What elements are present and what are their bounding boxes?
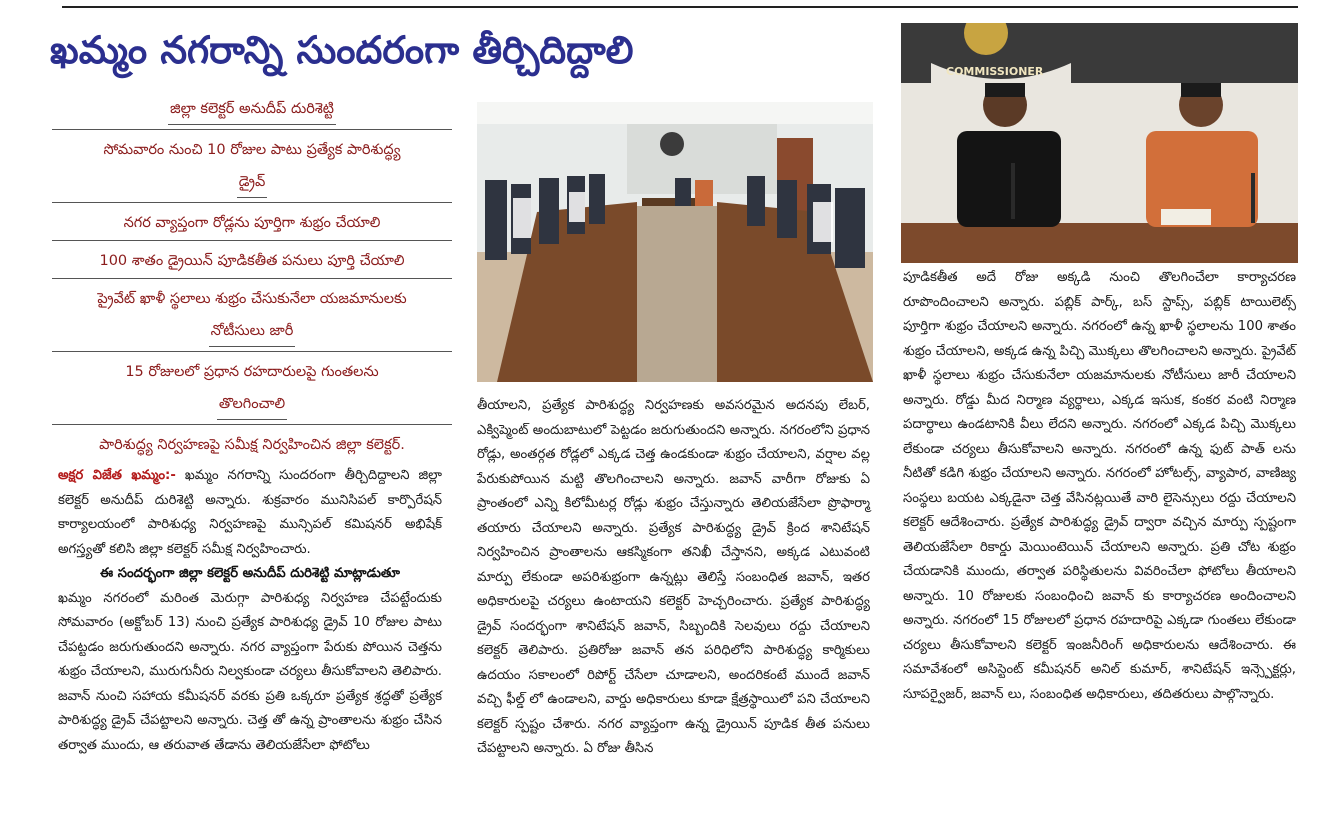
- top-rule: [62, 6, 1298, 8]
- subhead-5a: ప్రైవేట్ ఖాళీ స్థలాలు శుభ్రం చేసుకునేలా యజమానులకు: [97, 291, 407, 307]
- subhead-2a: సోమవారం నుంచి 10 రోజుల పాటు ప్రత్యేక పారిశుద్ధ్య: [103, 142, 401, 158]
- officials-photo: [901, 23, 1298, 263]
- subhead-2b-text: డ్రైవ్: [237, 169, 268, 198]
- article-column-3: [903, 266, 1296, 707]
- paragraph-4: పూడికతీత అదే రోజు అక్కడి నుంచి తొలగించేలా కార్యాచరణ రూపొందించాలని అన్నారు. పబ్లిక్ పార్క్, బస్ స్టాప్స్, పబ్లిక్ టాయిలెట్స్ పూర్తిగా శుభ్రం చేయాలని అన్నారు. నగరంలో ఉన్న ఖాళీ స్థలాలను 100 శాతం శుభ్రం చేయాలని, అక్కడ ఉన్న పిచ్చి మొక్కలు తొలగించాలని అన్నారు. ప్రైవేట్ ఖాళీ స్థలాలు శుభ్రం చేసుకునేలా యజమానులకు నోటీసులు జారీ చేయాలని అన్నారు. రోడ్డు మీద నిర్మాణ వ్యర్థాలు, ఎక్కడ ఇసుక, కంకర వంటి నిర్మాణ పదార్థాలు ఉండటానికి వీలు లేదని అన్నారు. నగరంలో ఎక్కడ పిచ్చి మొక్కలు లేకుండా చర్యలు తీసుకోవాలని అన్నారు. నగరంలో ఉన్న ఫుట్ పాత్ లను నీటితో కడిగి శుభ్రం చేయాలని అన్నారు. నగరంలో హోటల్స్, వ్యాపార, వాణిజ్య సంస్థలు బయట ఎక్కడైనా చెత్త వేసినట్లయితే వారి లైసెన్సులు రద్దు చేయాలని కలెక్టర్ ఆదేశించారు. ప్రత్యేక పారిశుద్ధ్య డ్రైవ్ ద్వారా వచ్చిన మార్పు స్పష్టంగా తెలియజేసేలా రికార్డు మెయింటెయిన్ చేయాలని అన్నారు. ప్రతి చోట శుభ్రం చేయడానికి ముందు, తర్వాత పరిస్థితులను వివరించేలా ఫోటోలు తీయాలని అన్నారు. 10 రోజులకు సంబంధించి జవాన్ కు కార్యాచరణ అందించాలని అన్నారు. నగరంలో 15 రోజులలో ప్రధాన రహదారిపై ఎక్కడా గుంతలు లేకుండా చర్యలు తీసుకోవాలని కలెక్టర్ ఇంజనీరింగ్ అధికారులను ఆదేశించారు. ఈ సమావేశంలో అసిస్టెంట్ కమీషనర్ అనిల్ కుమార్, శానిటేషన్ ఇన్స్పెక్టర్లు, సూపర్వైజర్, జవాన్ లు, సంబంధిత అధికారులు, తదితరులు పాల్గొన్నారు.: [903, 270, 1296, 702]
- subhead-5b: [52, 318, 452, 352]
- subhead-1-text: జిల్లా కలెక్టర్ అనుదీప్ దురిశెట్టి: [168, 96, 336, 125]
- headline: ఖమ్మం నగరాన్ని సుందరంగా తీర్చిదిద్దాలి: [50, 27, 634, 72]
- subhead-6a: 15 రోజులలో ప్రధాన రహదారులపై గుంతలను: [125, 364, 379, 380]
- paragraph-1: [58, 464, 442, 562]
- intertitle: ఈ సందర్భంగా జిల్లా కలెక్టర్ అనుదీప్ దురిశెట్టి మాట్లాడుతూ: [100, 566, 400, 581]
- paragraph-2: ఖమ్మం నగరంలో మరింత మెరుగ్గా పారిశుధ్య నిర్వహణ చేపట్టేందుకు సోమవారం (అక్టోబర్ 13) నుంచి ప్రత్యేక పారిశుధ్య డ్రైవ్ 10 రోజుల పాటు చేపట్టడం జరుగుతుందని అన్నారు. నగర వ్యాప్తంగా పేరుకు పోయిన చెత్తను శుభ్రం చేయాలని, మురుగునీరు నిల్వకుండా చర్యలు తీసుకోవాలని తెలిపారు. జవాన్ నుంచి సహాయ కమీషనర్ వరకు ప్రతి ఒక్కరూ ప్రత్యేక శ్రద్ధతో ప్రత్యేక పారిశుద్ధ్య డ్రైవ్ చేపట్టాలని అన్నారు. చెత్త తో ఉన్న ప్రాంతాలను శుభ్రం చేసిన తర్వాత ముందు, ఆ తరువాత తేడాను తెలియజేసేలా ఫోటోలు: [58, 590, 442, 753]
- subheads-block: [52, 96, 452, 469]
- meeting-photo: [477, 102, 873, 382]
- subhead-5b-text: నోటీసులు జారీ: [209, 318, 296, 347]
- subhead-6b-text: తొలగించాలి: [217, 391, 287, 420]
- paragraph-1-text: ఖమ్మం నగరాన్ని సుందరంగా తీర్చిదిద్దాలని జిల్లా కలెక్టర్ అనుదీప్ దురిశెట్టి అన్నారు. శుక్రవారం మునిసిపల్ కార్పొరేషన్ కార్యాలయంలో పారిశుధ్య నిర్వహణపై మున్సిపల్ కమిషనర్ అభిషేక్ అగస్త్యతో కలిసి జిల్లా కలెక్టర్ సమీక్ష నిర్వహించారు.: [58, 468, 442, 557]
- subhead-2b: [52, 169, 452, 203]
- commissioner-sign: COMMISSIONER: [946, 65, 1044, 78]
- subhead-6b: [52, 391, 452, 425]
- article-column-1: [58, 464, 442, 758]
- paragraph-3: తీయాలని, ప్రత్యేక పారిశుద్ధ్య నిర్వహణకు అవసరమైన అదనపు లేబర్, ఎక్విప్మెంట్ అందుబాటులో పెట్టడం జరుగుతుందని అన్నారు. నగరంలోని ప్రధాన రోడ్లు, అంతర్గత రోడ్లలో ఎక్కడ చెత్త ఉండకుండా శుభ్రం చేయాలని, వర్షాల వల్ల పేరుకుపోయిన మట్టి తొలగించాలని అన్నారు. జవాన్ వారీగా రోజుకు ఏ ప్రాంతంలో ఎన్ని కిలోమీటర్ల రోడ్లు శుభ్రం చేస్తున్నారు తెలియజేసేలా ప్రొఫార్మా తయారు చేయాలని అన్నారు. ప్రత్యేక పారిశుద్ధ్య డ్రైవ్ క్రింద శానిటేషన్ నిర్వహించిన ప్రాంతాలను ఆకస్మికంగా తనిఖీ చేస్తానని, అక్కడ ఎటువంటి మార్పు లేకుండా అపరిశుభ్రంగా ఉన్నట్లు తెలిస్తే సంబంధిత జవాన్, ఇతర అధికారులపై చర్యలు ఉంటాయని కలెక్టర్ హెచ్చరించారు. ప్రత్యేక పారిశుద్ధ్య డ్రైవ్ సందర్భంగా శానిటేషన్ జవాన్, సిబ్బందికి సెలవులు రద్దు చేయాలని కలెక్టర్ తెలిపారు. ప్రతిరోజు జవాన్ తన పరిధిలోని పారిశుద్ధ్య కార్మికులు ఉదయం సకాలంలో రిపోర్ట్ చేసేలా చూడాలని, అందరికంటే ముందే జవాన్ వచ్చి ఫీల్డ్ లో ఉండాలని, వార్డు అధికారులు కూడా క్షేత్రస్థాయిలో పని చేయాలని కలెక్టర్ స్పష్టం చేశారు. నగర వ్యాప్తంగా ఉన్న డ్రైయిన్ పూడిక తీత పనులు చేపట్టాలని అన్నారు. ఏ రోజు తీసిన: [477, 398, 871, 756]
- subhead-7: పారిశుద్ధ్య నిర్వహణపై సమీక్ష నిర్వహించిన జిల్లా కలెక్టర్.: [99, 437, 405, 453]
- meeting-hall-image: [477, 102, 873, 382]
- subhead-3: నగర వ్యాప్తంగా రోడ్లను పూర్తిగా శుభ్రం చేయాలి: [52, 210, 452, 241]
- dateline: అక్షర విజేత ఖమ్మం:-: [58, 468, 176, 483]
- subhead-4: 100 శాతం డ్రైయిన్ పూడికతీత పనులు పూర్తి చేయాలి: [52, 248, 452, 279]
- article-column-2: [477, 394, 870, 762]
- subhead-1: [52, 96, 452, 130]
- officials-image: [901, 23, 1298, 263]
